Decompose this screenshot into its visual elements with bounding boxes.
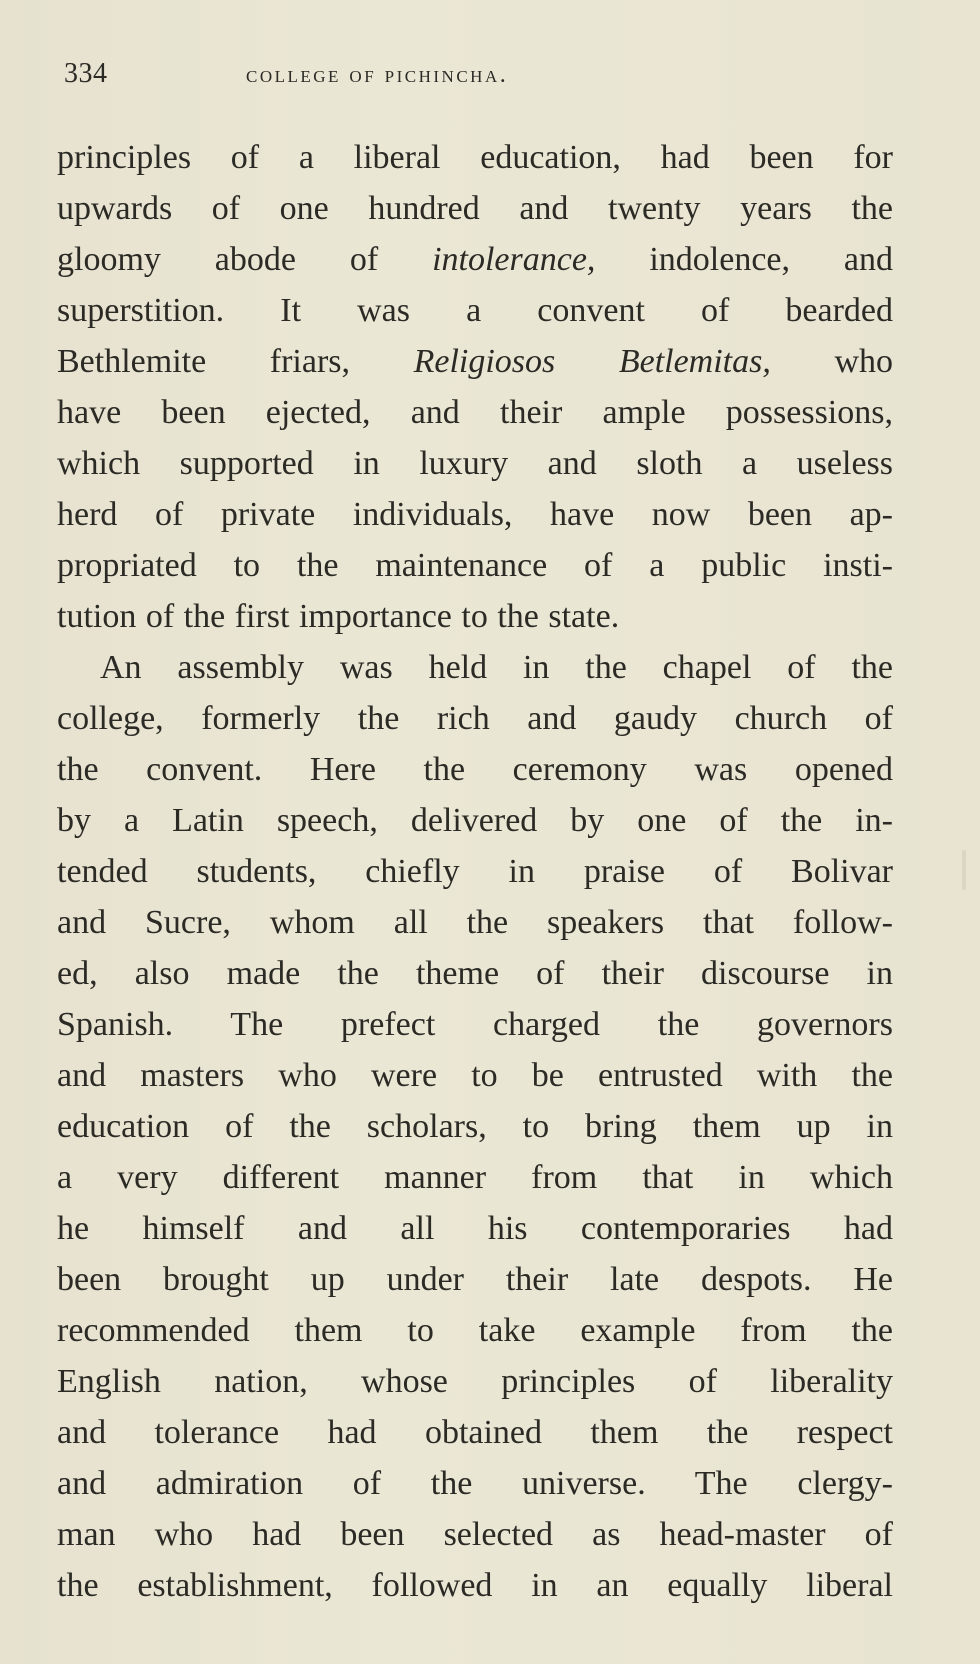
text-segment: gloomy abode of: [57, 241, 433, 278]
text-line: tended students, chiefly in praise of Bolivar: [57, 853, 893, 890]
italic-term: Religiosos Betlemitas,: [413, 343, 771, 380]
page-number: 334: [64, 58, 108, 89]
text-line: [57, 336, 893, 387]
text-line: the convent. Here the ceremony was opened: [57, 751, 893, 788]
text-line: Spanish. The prefect charged the governors: [57, 1006, 893, 1043]
running-title: college of pichincha.: [246, 62, 509, 88]
text-line: tution of the first importance to the state.: [57, 598, 620, 635]
text-segment: Bethlemite friars,: [57, 343, 414, 380]
text-line: he himself and all his contemporaries had: [57, 1210, 893, 1247]
text-line: recommended them to take example from the: [57, 1312, 893, 1349]
text-line: English nation, whose principles of liberality: [57, 1363, 893, 1400]
text-line: herd of private individuals, have now been ap-: [57, 496, 893, 533]
text-line: and masters who were to be entrusted with the: [57, 1057, 893, 1094]
text-segment: indolence, and: [595, 241, 893, 278]
text-line: a very different manner from that in which: [57, 1159, 893, 1196]
text-line: man who had been selected as head-master of: [57, 1516, 893, 1553]
paper-mark: [962, 850, 966, 890]
text-line: and tolerance had obtained them the respect: [57, 1414, 893, 1451]
running-head: [64, 58, 914, 98]
italic-term: intolerance,: [432, 241, 596, 278]
text-line: been brought up under their late despots. He: [57, 1261, 893, 1298]
text-line: education of the scholars, to bring them up in: [57, 1108, 893, 1145]
text-line: propriated to the maintenance of a public insti-: [57, 547, 893, 584]
text-line: which supported in luxury and sloth a useless: [57, 445, 893, 482]
text-line: have been ejected, and their ample possessions,: [57, 394, 893, 431]
text-line: An assembly was held in the chapel of the: [100, 649, 893, 686]
text-line: and Sucre, whom all the speakers that follow-: [57, 904, 893, 941]
text-line: ed, also made the theme of their discourse in: [57, 955, 893, 992]
text-line: by a Latin speech, delivered by one of the in-: [57, 802, 893, 839]
body-text: [57, 132, 893, 1611]
text-line: college, formerly the rich and gaudy church of: [57, 700, 893, 737]
text-line: principles of a liberal education, had been for: [57, 139, 893, 176]
text-line: superstition. It was a convent of bearded: [57, 292, 893, 329]
text-line: and admiration of the universe. The clergy-: [57, 1465, 893, 1502]
text-line: [57, 234, 893, 285]
text-line: upwards of one hundred and twenty years the: [57, 190, 893, 227]
text-segment: who: [770, 343, 893, 380]
text-line: the establishment, followed in an equally liberal: [57, 1567, 893, 1604]
